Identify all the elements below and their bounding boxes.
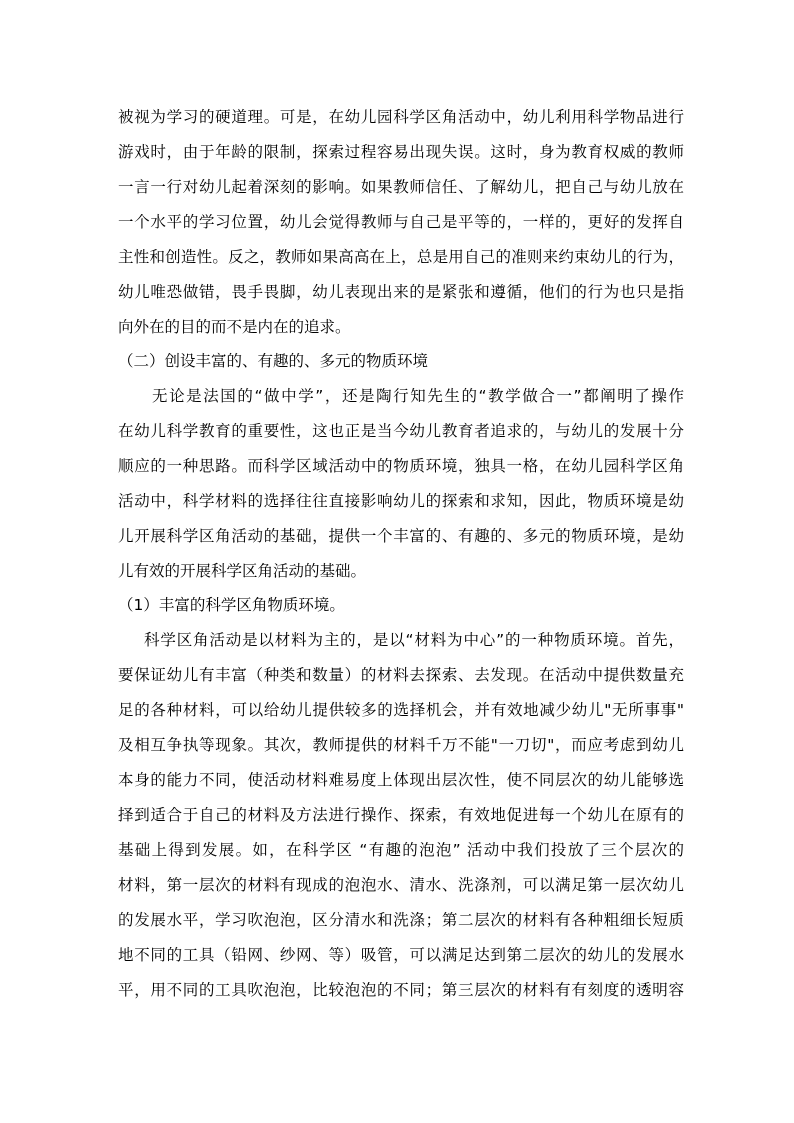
paragraph-line: 一言一行对幼儿起着深刻的影响。如果教师信任、了解幼儿，把自己与幼儿放在 — [118, 178, 684, 196]
paragraph-line: 幼儿唯恐做错，畏手畏脚，幼儿表现出来的是紧张和遵循，他们的行为也只是指 — [118, 283, 684, 301]
paragraph-line: 材料，第一层次的材料有现成的泡泡水、清水、洗涤剂，可以满足第一层次幼儿 — [118, 876, 684, 894]
paragraph-line: 无论是法国的“做中学”，还是陶行知先生的“教学做合一”都阐明了操作 — [152, 387, 684, 405]
subsection-heading: （1）丰富的科学区角物质环境。 — [118, 596, 345, 614]
paragraph-line: 及相互争执等现象。其次，教师提供的材料千万不能"一刀切"，而应考虑到幼儿 — [118, 736, 684, 754]
paragraph-line: 足的各种材料，可以给幼儿提供较多的选择机会，并有效地减少幼儿"无所事事" — [118, 701, 684, 719]
paragraph-line: 儿有效的开展科学区角活动的基础。 — [118, 562, 367, 580]
paragraph-line: 择到适合于自己的材料及方法进行操作、探索，有效地促进每一个幼儿在原有的 — [118, 806, 684, 824]
paragraph-line: 科学区角活动是以材料为主的，是以“材料为中心”的一种物质环境。首先， — [144, 631, 684, 649]
paragraph-line: 活动中，科学材料的选择往往直接影响幼儿的探索和求知，因此，物质环境是幼 — [118, 492, 684, 510]
paragraph-line: 一个水平的学习位置，幼儿会觉得教师与自己是平等的，一样的，更好的发挥自 — [118, 213, 684, 231]
paragraph-line: 儿开展科学区角活动的基础，提供一个丰富的、有趣的、多元的物质环境，是幼 — [118, 527, 684, 545]
paragraph-line: 平，用不同的工具吹泡泡，比较泡泡的不同；第三层次的材料有有刻度的透明容 — [118, 981, 684, 999]
paragraph-line: 顺应的一种思路。而科学区域活动中的物质环境，独具一格，在幼儿园科学区角 — [118, 457, 684, 475]
paragraph-line: 地不同的工具（铅网、纱网、等）吸管，可以满足达到第二层次的幼儿的发展水 — [118, 946, 684, 964]
paragraph-line: 在幼儿科学教育的重要性，这也正是当今幼儿教育者追求的，与幼儿的发展十分 — [118, 422, 684, 440]
paragraph-line: 要保证幼儿有丰富（种类和数量）的材料去探索、去发现。在活动中提供数量充 — [118, 666, 684, 684]
paragraph-line: 本身的能力不同，使活动材料难易度上体现出层次性，使不同层次的幼儿能够选 — [118, 771, 684, 789]
paragraph-line: 游戏时，由于年龄的限制，探索过程容易出现失误。这时，身为教育权威的教师 — [118, 143, 684, 161]
paragraph-line: 被视为学习的硬道理。可是，在幼儿园科学区角活动中，幼儿利用科学物品进行 — [118, 108, 684, 126]
paragraph-line: 的发展水平，学习吹泡泡，区分清水和洗涤；第二层次的材料有各种粗细长短质 — [118, 911, 684, 929]
section-heading: （二）创设丰富的、有趣的、多元的物质环境 — [118, 352, 429, 370]
paragraph-line: 基础上得到发展。如，在科学区 “有趣的泡泡” 活动中我们投放了三个层次的 — [118, 841, 684, 859]
paragraph-line: 主性和创造性。反之，教师如果高高在上，总是用自己的准则来约束幼儿的行为， — [118, 248, 684, 266]
paragraph-line: 向外在的目的而不是内在的追求。 — [118, 318, 351, 336]
